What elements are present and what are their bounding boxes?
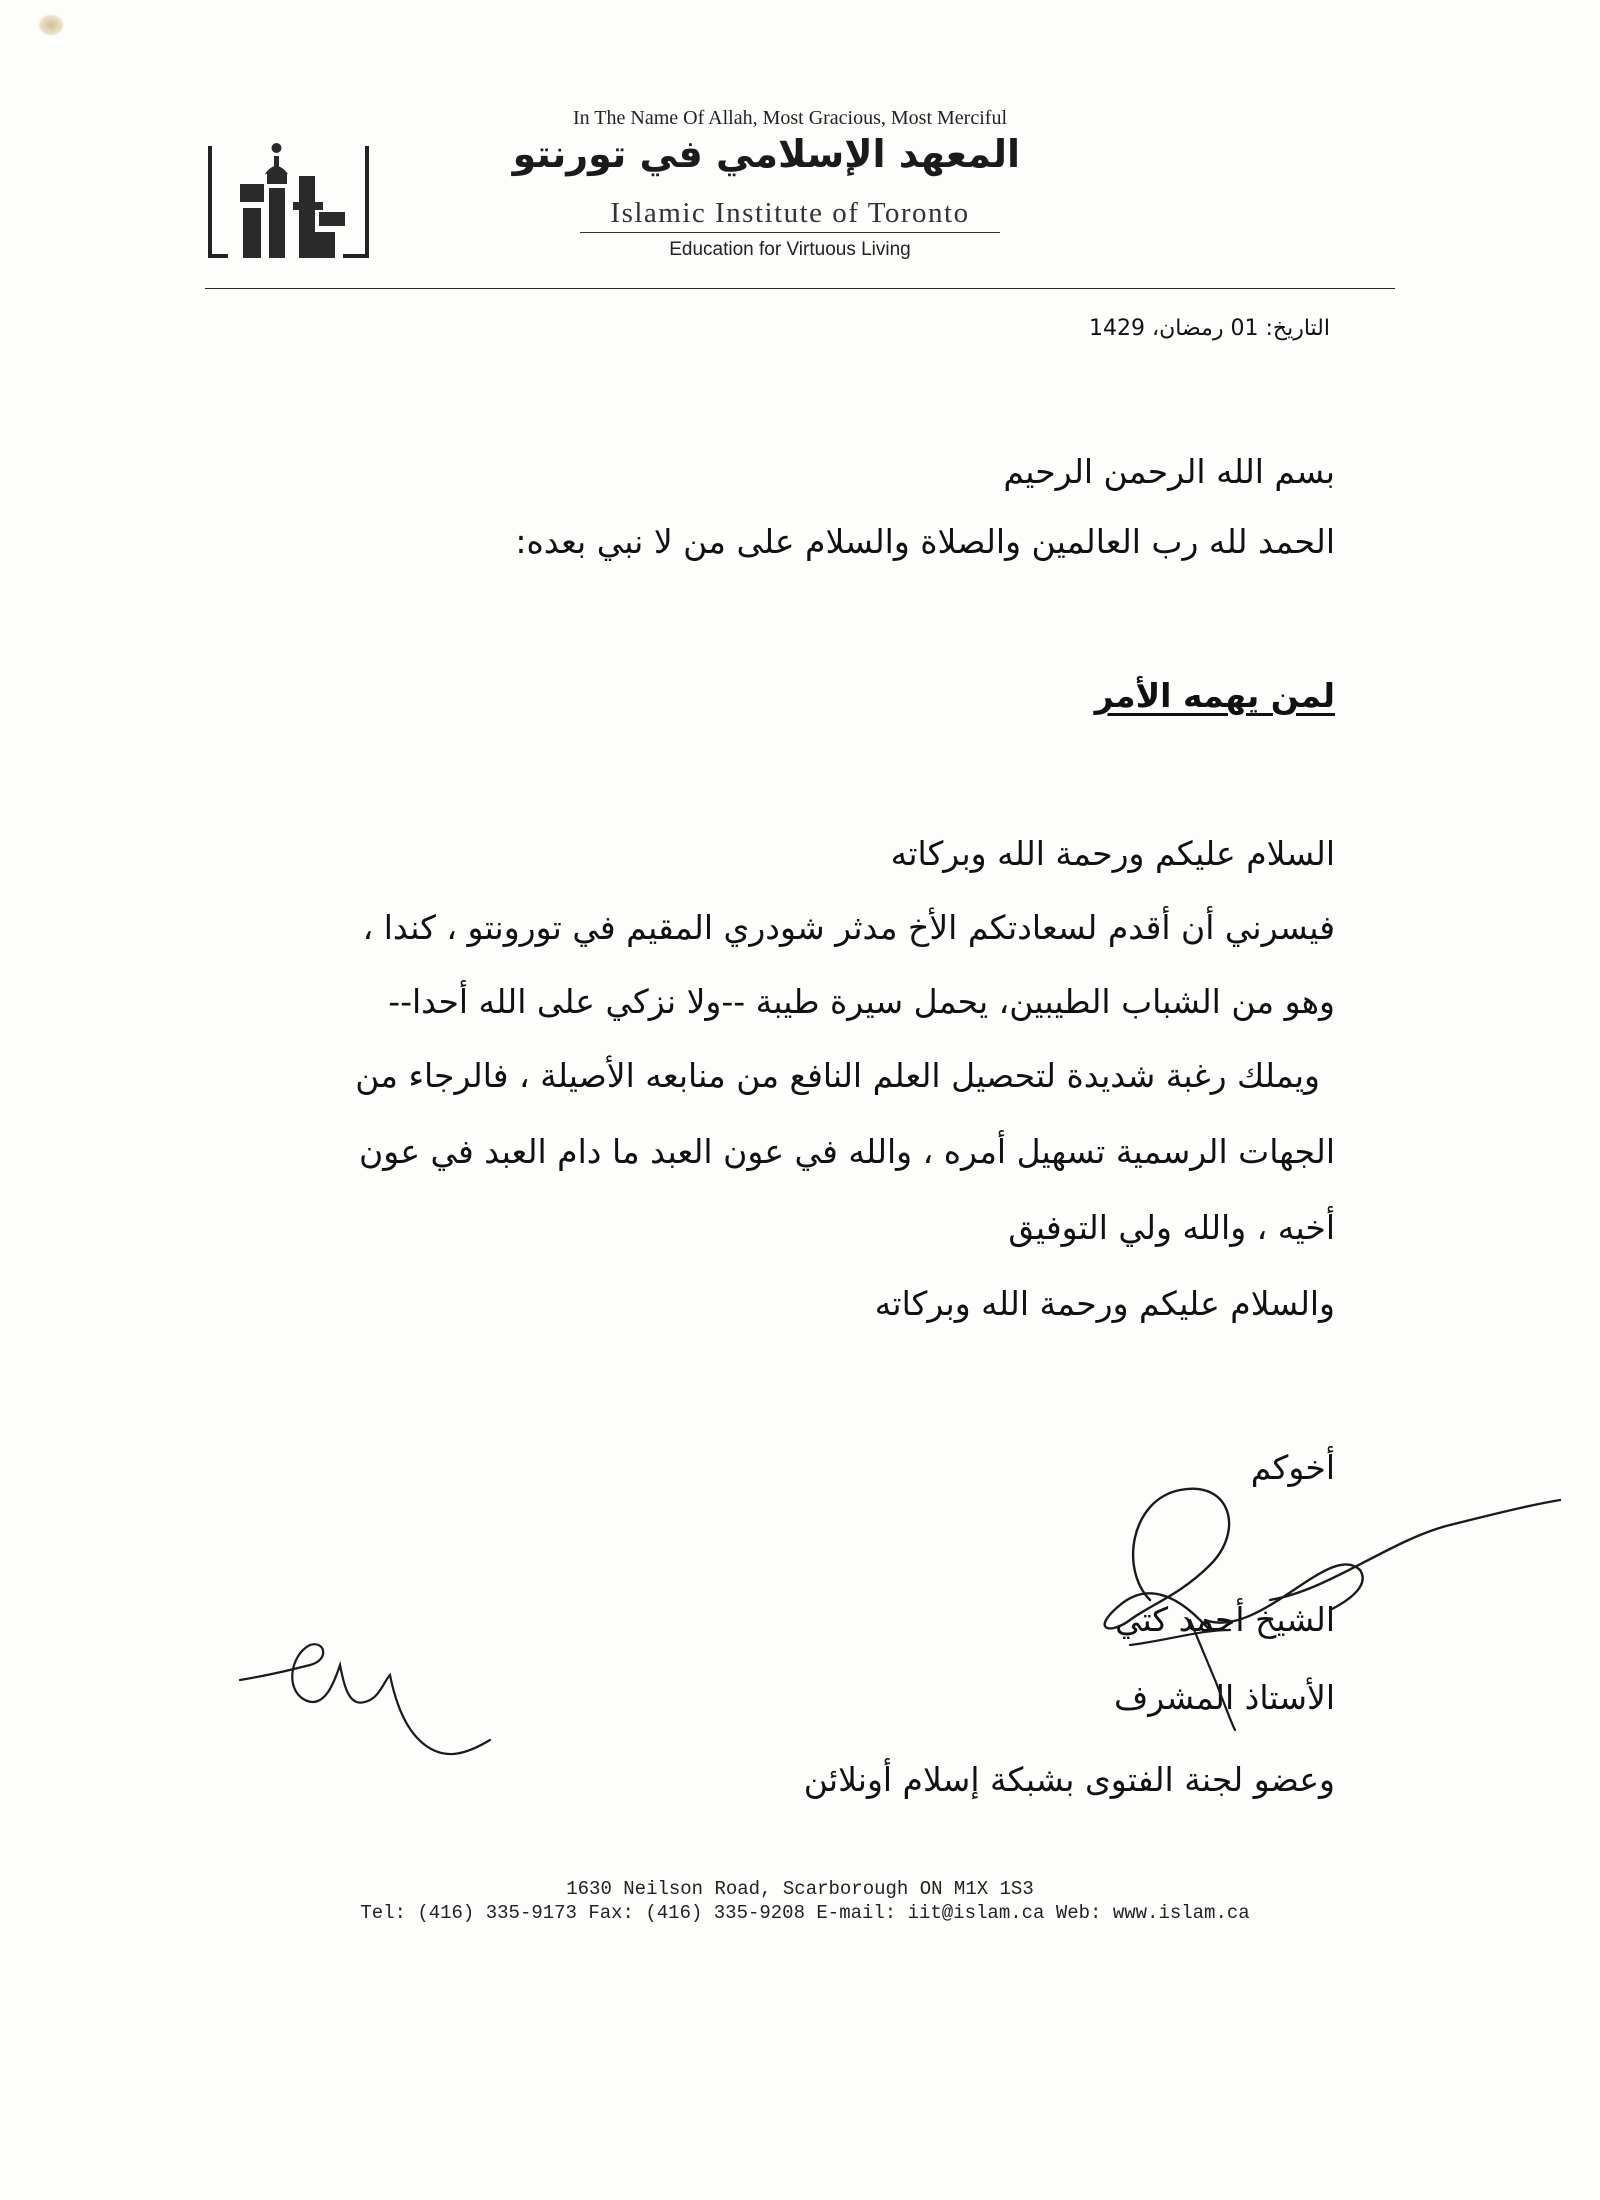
body-line: فيسرني أن أقدم لسعادتكم الأخ مدثر شودري المقيم في تورونتو ، كندا ، xyxy=(362,908,1335,947)
signatory-title: الأستاذ المشرف xyxy=(1114,1678,1335,1717)
closing-brother: أخوكم xyxy=(1250,1448,1335,1487)
signatory-name: الشيخ أحمد كتي xyxy=(1114,1600,1335,1639)
body-line: والسلام عليكم ورحمة الله وبركاته xyxy=(874,1284,1335,1323)
institute-name-arabic: المعهد الإسلامي في تورنتو xyxy=(512,132,1020,176)
opening-praise: الحمد لله رب العالمين والصلاة والسلام على من لا نبي بعده: xyxy=(515,522,1335,561)
institute-name-english: Islamic Institute of Toronto xyxy=(610,197,970,229)
body-line: الجهات الرسمية تسهيل أمره ، والله في عون العبد ما دام العبد في عون xyxy=(359,1132,1335,1171)
footer-address: 1630 Neilson Road, Scarborough ON M1X 1S3 xyxy=(566,1878,1034,1900)
opening-basmala: بسم الله الرحمن الرحيم xyxy=(1003,452,1335,491)
institute-tagline: Education for Virtuous Living xyxy=(669,239,911,260)
body-line: وهو من الشباب الطيبين، يحمل سيرة طيبة --ولا نزكي على الله أحدا-- xyxy=(388,982,1335,1021)
letter-subject: لمن يهمه الأمر xyxy=(1094,676,1335,715)
body-line: أخيه ، والله ولي التوفيق xyxy=(1008,1208,1335,1247)
basmala-english: In The Name Of Allah, Most Gracious, Most Merciful xyxy=(573,107,1007,129)
signature-secondary xyxy=(230,1620,500,1780)
body-line: السلام عليكم ورحمة الله وبركاته xyxy=(890,834,1335,873)
institute-divider xyxy=(580,232,1000,233)
body-line: ويملك رغبة شديدة لتحصيل العلم النافع من منابعه الأصيلة ، فالرجاء من xyxy=(355,1056,1320,1095)
letter-date: التاريخ: 01 رمضان، 1429 xyxy=(1089,316,1330,341)
header-divider xyxy=(205,288,1395,289)
footer-contact: Tel: (416) 335-9173 Fax: (416) 335-9208 E-mail: iit@islam.ca Web: www.islam.ca xyxy=(360,1902,1250,1924)
signature-main xyxy=(1030,1480,1570,1740)
institute-logo-icon xyxy=(205,128,375,263)
paper-smudge xyxy=(38,14,64,36)
signatory-membership: وعضو لجنة الفتوى بشبكة إسلام أونلائن xyxy=(803,1760,1335,1799)
